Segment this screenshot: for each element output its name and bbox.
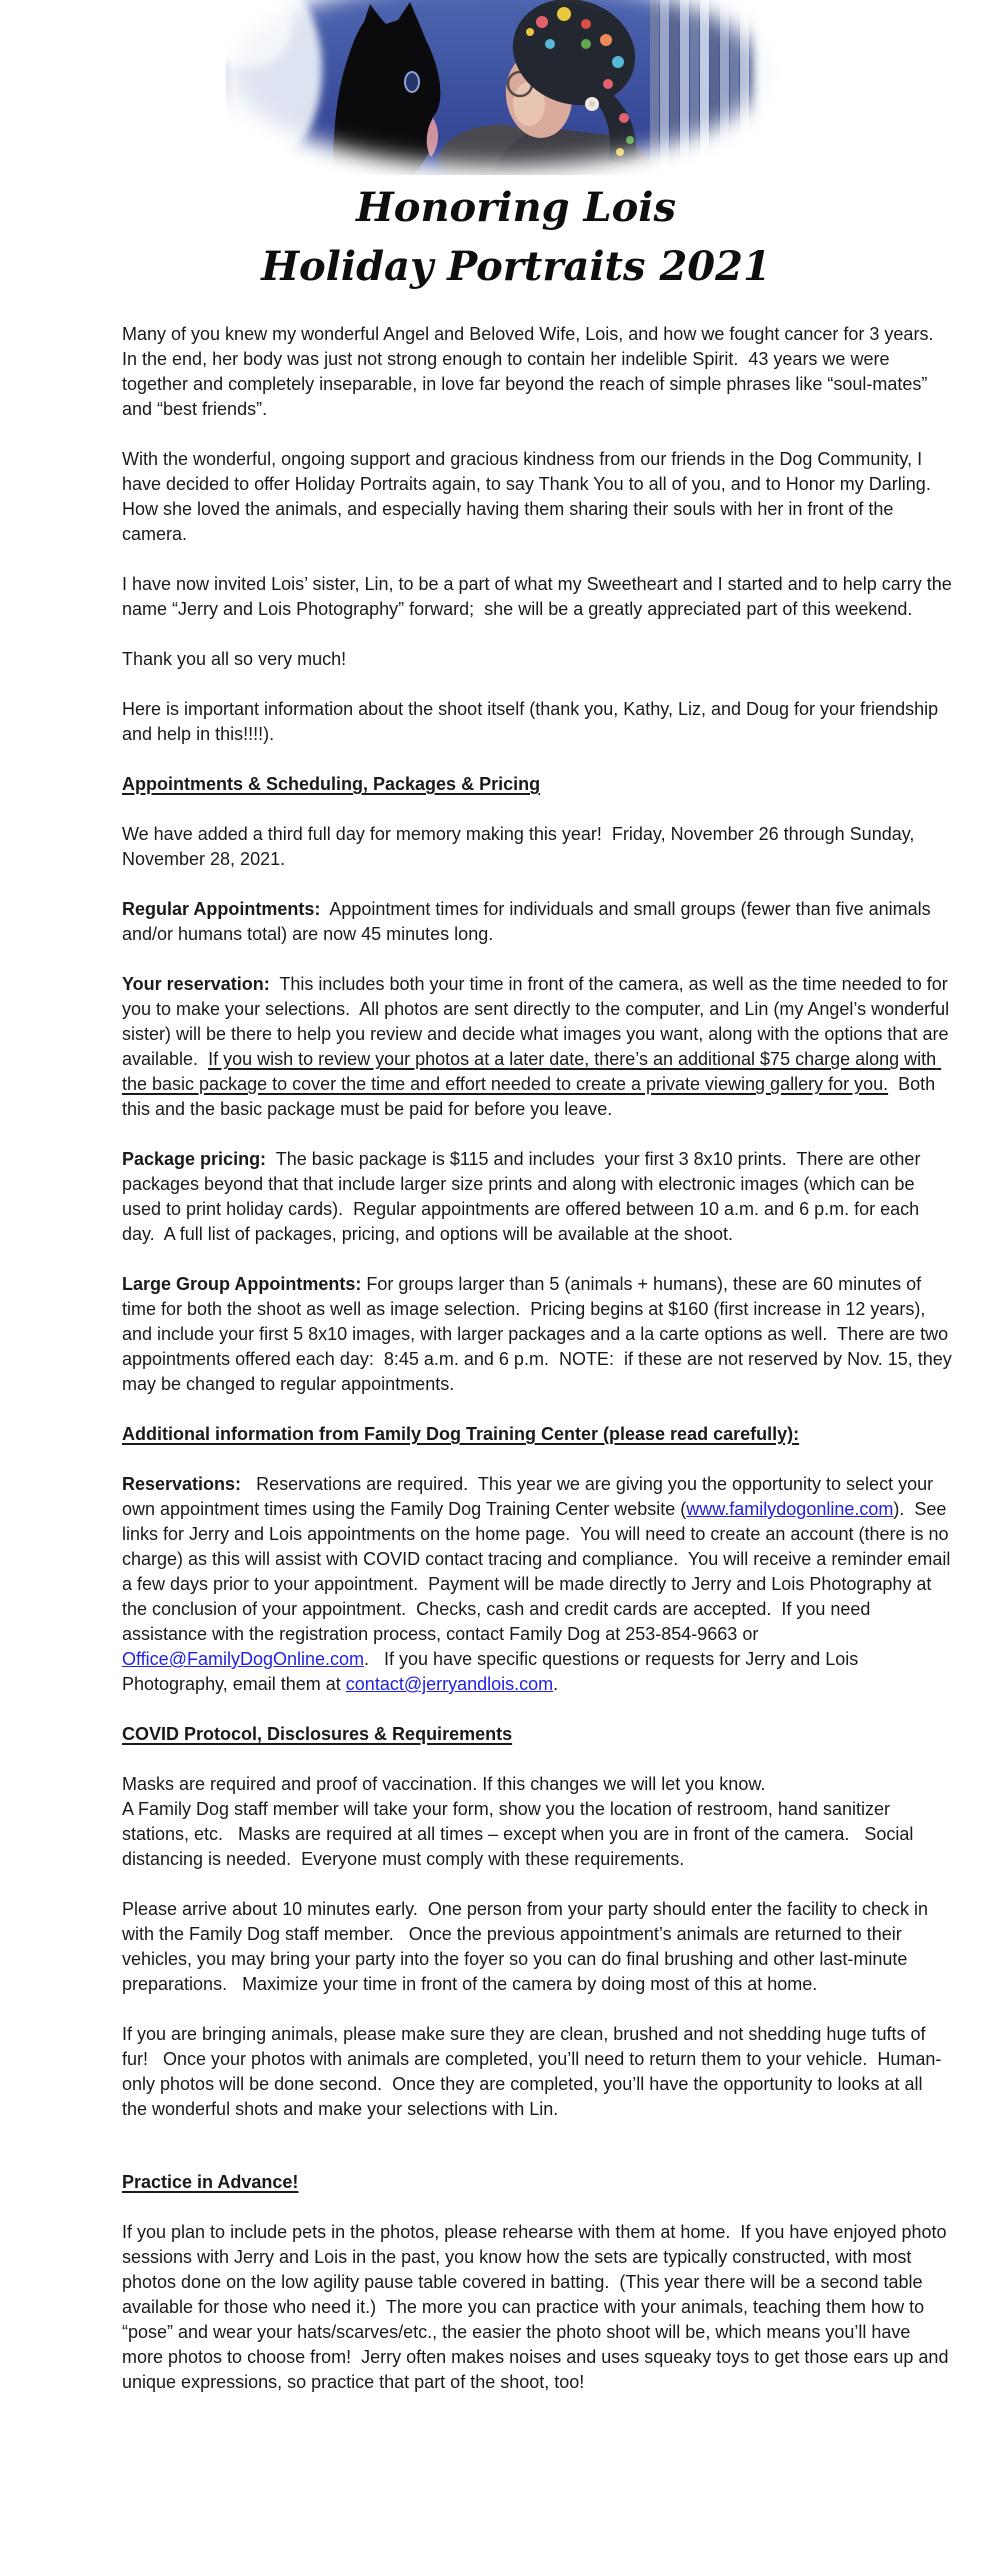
your-reservation-underlined-notice: If you wish to review your photos at a later date, there’s an additional $75 charge along with the basic package to cover the time and effort needed to create a private viewing gallery for you. xyxy=(122,1049,942,1094)
paragraph-important-info xyxy=(122,697,952,747)
section-heading-practice: Practice in Advance! xyxy=(122,2172,299,2192)
title-line-2: Holiday Portraits 2021 xyxy=(261,243,771,290)
practice-text: If you plan to include pets in the photos, please rehearse with them at home. If you have enjoyed photo sessions with Jerry and Lois in the past, you know how the sets are typically constructed, with most photos done on the low agility pause table covered in batting. (This year there will be a second table available for those who need it.) The more you can practice with your animals, teaching them how to “pose” and wear your hats/scarves/etc., the easier the photo shoot will be, which means you’ll have more photos to choose from! Jerry often makes noises and uses squeaky toys to get those ears up and unique expressions, so practice that part of the shoot, too! xyxy=(122,2222,954,2392)
section-heading-family-dog: Additional information from Family Dog Training Center (please read carefully): xyxy=(122,1424,800,1444)
document-body xyxy=(122,322,957,2420)
paragraph-thank-you xyxy=(122,647,952,672)
paragraph-practice xyxy=(122,2220,952,2395)
section-heading-appointments: Appointments & Scheduling, Packages & Pricing xyxy=(122,774,541,794)
intro-3-text: I have now invited Lois’ sister, Lin, to be a part of what my Sweetheart and I started and to help carry the name “Jerry and Lois Photography” forward; she will be a greatly appreciated part of this weekend. xyxy=(122,574,957,619)
thank-you-text: Thank you all so very much! xyxy=(122,649,347,669)
paragraph-intro-1 xyxy=(122,322,952,422)
extra-day-text: We have added a third full day for memory making this year! Friday, November 26 through Sunday, November 28, 2021. xyxy=(122,824,920,869)
contact-email-link[interactable]: contact@jerryandlois.com xyxy=(345,1674,554,1694)
paragraph-intro-3 xyxy=(122,572,957,622)
paragraph-animal-prep xyxy=(122,2022,952,2122)
reservations-text-1: Reservations are required. This year we are giving you the opportunity to select your own appointment times using the Family Dog Training Center website ( xyxy=(122,1474,939,1519)
covid-masks-line-2: A Family Dog staff member will take your form, show you the location of restroom, hand sanitizer stations, etc. Masks are required at all times – except when you are in front of the camera. Social distancing is needed. Everyone must comply with these requirements. xyxy=(122,1799,919,1869)
white-flower-center xyxy=(589,101,595,107)
title-line-1: Honoring Lois xyxy=(356,184,676,231)
package-pricing-text: The basic package is $115 and includes your first 3 8x10 prints. There are other packages beyond that that include larger size prints and along with electronic images (which can be used to print holiday cards). Regular appointments are offered between 10 a.m. and 6 p.m. for each day. A full list of packages, pricing, and options will be available at the shoot. xyxy=(122,1149,926,1244)
paragraph-intro-2 xyxy=(122,447,952,547)
regular-appointments-text: Appointment times for individuals and small groups (fewer than five animals and/or humans total) are now 45 minutes long. xyxy=(122,899,936,944)
paragraph-large-group xyxy=(122,1272,957,1397)
paragraph-covid-masks xyxy=(122,1772,952,1872)
header-photo xyxy=(190,0,810,175)
reservations-text-2: ). See links for Jerry and Lois appointments on the home page. You will need to create an account (there is no charge) as this will assist with COVID contact tracing and compliance. You will receive a reminder email a few days prior to your appointment. Payment will be made directly to Jerry and Lois Photography at the conclusion of your appointment. Checks, cash and credit cards are accepted. If you need assistance with the registration process, contact Family Dog at 253-854-9663 or xyxy=(122,1499,956,1644)
photo-illustration xyxy=(190,0,810,175)
your-reservation-text-2: Both this and the basic package must be paid for before you leave. xyxy=(122,1074,941,1119)
intro-1-text: Many of you knew my wonderful Angel and Beloved Wife, Lois, and how we fought cancer for 3 years. In the end, her body was just not strong enough to contain her indelible Spirit. 43 years we were together and completely inseparable, in love far beyond the reach of simple phrases like “soul-mates” and “best friends”. xyxy=(122,324,944,419)
section-heading-covid: COVID Protocol, Disclosures & Requirements xyxy=(122,1724,513,1744)
paragraph-extra-day xyxy=(122,822,952,872)
covid-masks-line-1: Masks are required and proof of vaccination. If this changes we will let you know. xyxy=(122,1774,766,1794)
family-dog-website-link[interactable]: www.familydogonline.com xyxy=(686,1499,894,1519)
photo-white-sparkle-left xyxy=(208,0,322,158)
office-email-link[interactable]: Office@FamilyDogOnline.com xyxy=(122,1649,365,1669)
reservations-text-3: . If you have specific questions or requests for Jerry and Lois Photography, email them at xyxy=(122,1649,864,1694)
important-info-text: Here is important information about the shoot itself (thank you, Kathy, Liz, and Doug for your friendship and help in this!!!!). xyxy=(122,699,944,744)
paragraph-your-reservation xyxy=(122,972,955,1122)
regular-appointments-label: Regular Appointments: xyxy=(122,899,321,919)
large-group-label: Large Group Appointments: xyxy=(122,1274,362,1294)
paragraph-package-pricing xyxy=(122,1147,952,1247)
intro-2-text: With the wonderful, ongoing support and gracious kindness from our friends in the Dog Community, I have decided to offer Holiday Portraits again, to say Thank You to all of you, and to Honor my Darling. How she loved the animals, and especially having them sharing their souls with her in front of the camera. xyxy=(122,449,941,544)
your-reservation-text-1: This includes both your time in front of the camera, as well as the time needed to for you to make your selections. All photos are sent directly to the computer, and Lin (my Angel’s wonderful sister) will be there to help you review and decide what images you want, along with the options that are available. xyxy=(122,974,955,1069)
reservations-text-4: . xyxy=(553,1674,559,1694)
page-title xyxy=(101,180,931,298)
arrival-text: Please arrive about 10 minutes early. One person from your party should enter the facility to check in with the Family Dog staff member. Once the previous appointment’s animals are returned to their vehicles, you may bring your party into the foyer so you can do final brushing and other last-minute preparations. Maximize your time in front of the camera by doing most of this at home. xyxy=(122,1899,934,1994)
paragraph-regular-appointments xyxy=(122,897,952,947)
your-reservation-label: Your reservation: xyxy=(122,974,270,994)
dog-eye xyxy=(405,72,419,92)
package-pricing-label: Package pricing: xyxy=(122,1149,267,1169)
paragraph-arrival xyxy=(122,1897,952,1997)
large-group-text: For groups larger than 5 (animals + humans), these are 60 minutes of time for both the shoot as well as image selection. Pricing begins at $160 (first increase in 12 years), and include your first 5 8x10 images, with larger packages and a la carte options as well. There are two appointments offered each day: 8:45 a.m. and 6 p.m. NOTE: if these are not reserved by Nov. 15, they may be changed to regular appointments. xyxy=(122,1274,957,1394)
reservations-label: Reservations: xyxy=(122,1474,242,1494)
animal-prep-text: If you are bringing animals, please make sure they are clean, brushed and not shedding huge tufts of fur! Once your photos with animals are completed, you’ll need to return them to your vehicle. Human-only photos will be done second. Once they are completed, you’ll have the opportunity to looks at all the wonderful shots and make your selections with Lin. xyxy=(122,2024,942,2119)
paragraph-reservations xyxy=(122,1472,956,1697)
